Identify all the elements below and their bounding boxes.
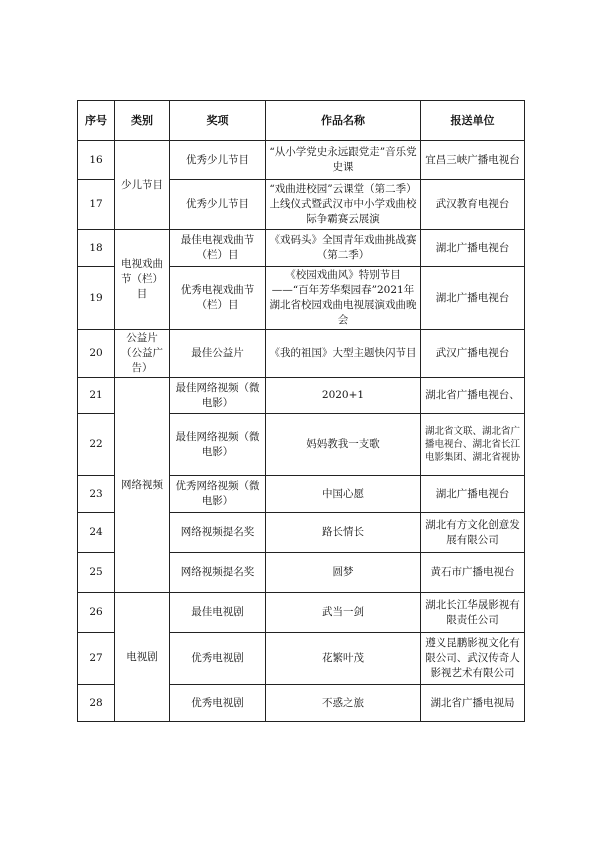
header-unit: 报送单位 — [421, 101, 525, 141]
row-number: 25 — [78, 553, 115, 593]
unit-cell: 遵义昆鹏影视文化有限公司、武汉传奇人影视艺术有限公司 — [421, 633, 525, 685]
table-row — [78, 593, 525, 633]
header-row — [78, 101, 525, 141]
title-cell: 《戏码头》全国青年戏曲挑战赛（第二季） — [266, 230, 421, 267]
row-number: 17 — [78, 180, 115, 230]
title-cell: 花繁叶茂 — [266, 633, 421, 685]
table-row — [78, 230, 525, 267]
header-category: 类别 — [115, 101, 170, 141]
header-title: 作品名称 — [266, 101, 421, 141]
title-cell: 不惑之旅 — [266, 685, 421, 722]
title-cell: 中国心愿 — [266, 476, 421, 513]
unit-cell: 黄石市广播电视台 — [421, 553, 525, 593]
title-cell: 2020+1 — [266, 378, 421, 414]
award-cell: 优秀少儿节目 — [170, 180, 266, 230]
title-cell: “从小学党史永远跟党走”音乐党史课 — [266, 141, 421, 180]
unit-cell: 湖北有方文化创意发展有限公司 — [421, 513, 525, 553]
unit-cell: 武汉教育电视台 — [421, 180, 525, 230]
category-cell: 公益片（公益广告） — [115, 330, 170, 378]
award-cell: 最佳网络视频（微电影） — [170, 414, 266, 476]
unit-cell: 湖北省文联、湖北省广播电视台、湖北省长江电影集团、湖北省视协 — [421, 414, 525, 476]
unit-cell: 湖北省广播电视局 — [421, 685, 525, 722]
category-cell: 少儿节目 — [115, 141, 170, 230]
award-cell: 优秀网络视频（微电影） — [170, 476, 266, 513]
row-number: 21 — [78, 378, 115, 414]
title-cell: 路长情长 — [266, 513, 421, 553]
unit-cell: 湖北广播电视台 — [421, 267, 525, 330]
row-number: 24 — [78, 513, 115, 553]
category-cell: 网络视频 — [115, 378, 170, 593]
award-cell: 最佳网络视频（微电影） — [170, 378, 266, 414]
table-row — [78, 141, 525, 180]
category-cell: 电视戏曲节（栏）目 — [115, 230, 170, 330]
award-cell: 最佳电视剧 — [170, 593, 266, 633]
header-no: 序号 — [78, 101, 115, 141]
awards-table — [77, 100, 525, 722]
row-number: 20 — [78, 330, 115, 378]
row-number: 27 — [78, 633, 115, 685]
category-cell: 电视剧 — [115, 593, 170, 722]
title-cell: 《我的祖国》大型主题快闪节目 — [266, 330, 421, 378]
award-cell: 优秀电视剧 — [170, 685, 266, 722]
award-cell: 优秀电视戏曲节（栏）目 — [170, 267, 266, 330]
award-cell: 最佳公益片 — [170, 330, 266, 378]
award-cell: 网络视频提名奖 — [170, 553, 266, 593]
unit-cell: 宜昌三峡广播电视台 — [421, 141, 525, 180]
title-cell: 妈妈教我一支歌 — [266, 414, 421, 476]
row-number: 18 — [78, 230, 115, 267]
unit-cell: 湖北广播电视台 — [421, 476, 525, 513]
row-number: 26 — [78, 593, 115, 633]
row-number: 28 — [78, 685, 115, 722]
header-award: 奖项 — [170, 101, 266, 141]
award-cell: 网络视频提名奖 — [170, 513, 266, 553]
title-cell: “戏曲进校园”云课堂（第二季）上线仪式暨武汉市中小学戏曲校际争霸赛云展演 — [266, 180, 421, 230]
table-row — [78, 330, 525, 378]
row-number: 23 — [78, 476, 115, 513]
award-cell: 最佳电视戏曲节（栏）目 — [170, 230, 266, 267]
row-number: 16 — [78, 141, 115, 180]
row-number: 22 — [78, 414, 115, 476]
table-row — [78, 378, 525, 414]
unit-cell: 湖北长江华晟影视有限责任公司 — [421, 593, 525, 633]
title-cell: 《校园戏曲风》特别节目——“百年芳华梨园春”2021年湖北省校园戏曲电视展演戏曲晚会 — [266, 267, 421, 330]
award-cell: 优秀电视剧 — [170, 633, 266, 685]
title-cell: 圆梦 — [266, 553, 421, 593]
row-number: 19 — [78, 267, 115, 330]
unit-cell: 武汉广播电视台 — [421, 330, 525, 378]
unit-cell: 湖北广播电视台 — [421, 230, 525, 267]
unit-cell: 湖北省广播电视台、 — [421, 378, 525, 414]
title-cell: 武当一剑 — [266, 593, 421, 633]
award-cell: 优秀少儿节目 — [170, 141, 266, 180]
